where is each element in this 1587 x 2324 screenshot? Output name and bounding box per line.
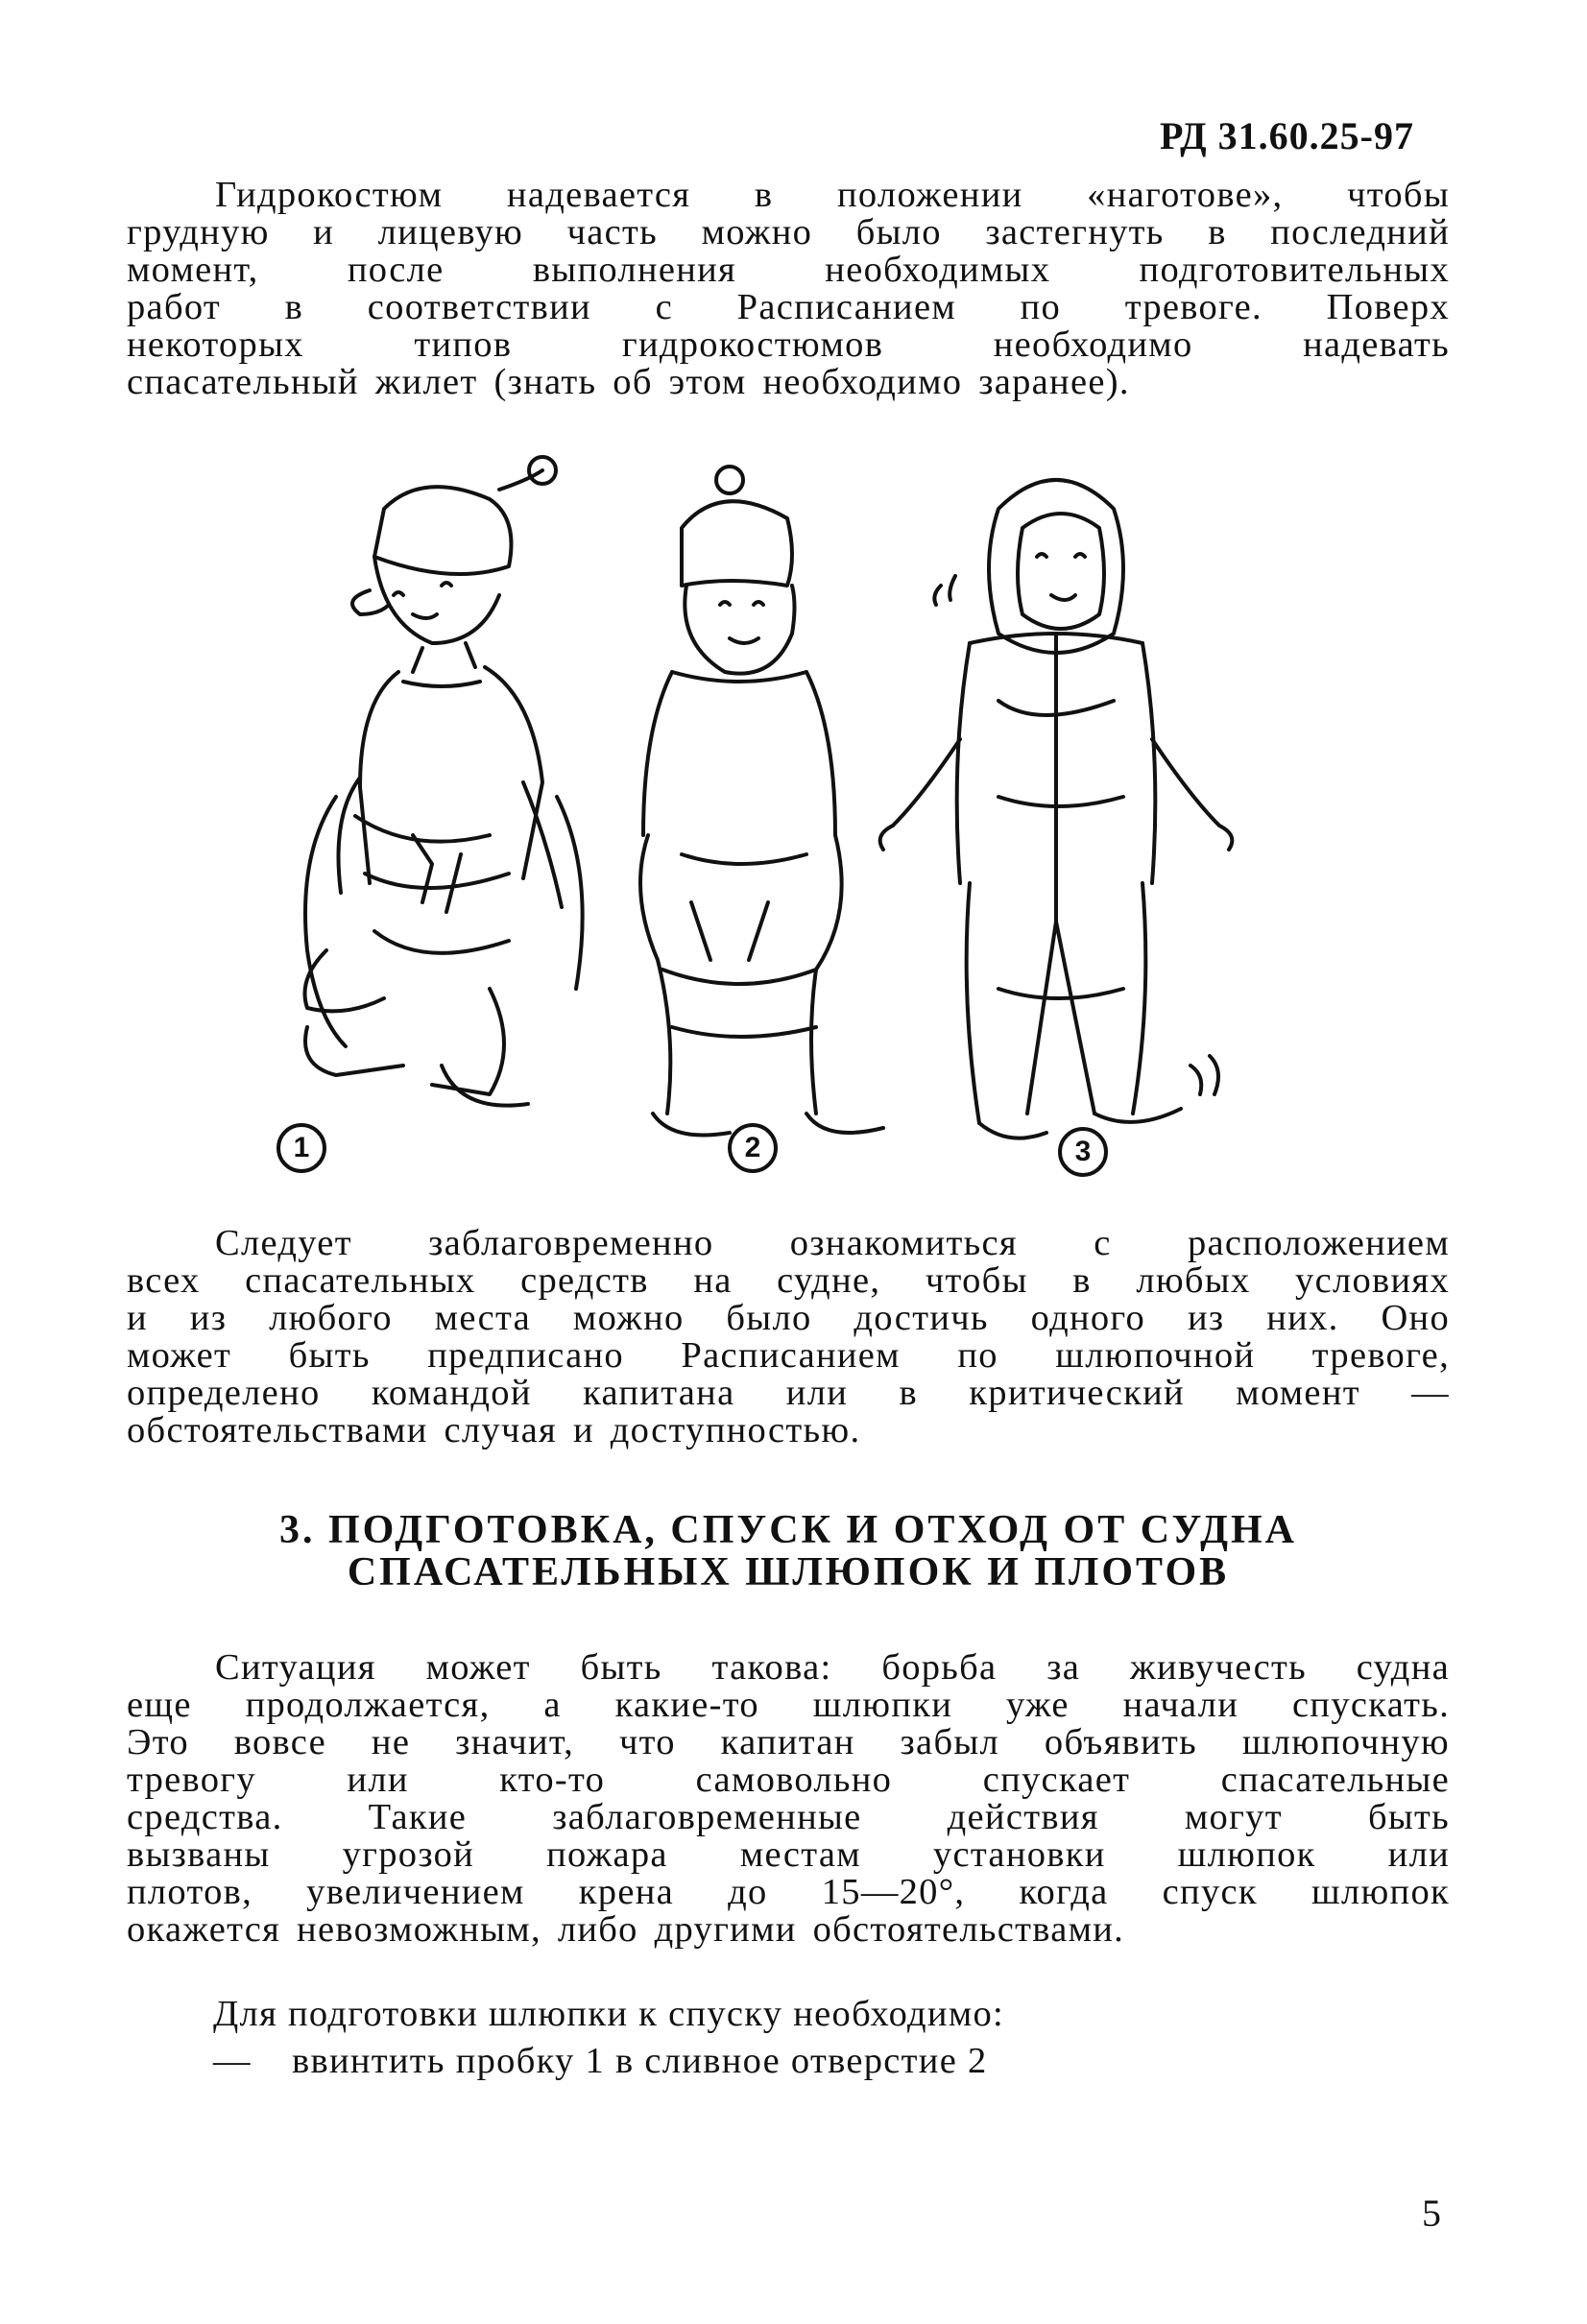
document-code: РД 31.60.25-97 [1160,114,1414,157]
text-line: тревогу или кто-то самовольно спускает спасательные [127,1760,1450,1800]
text-line: всех спасательных средств на судне, чтобы в любых условиях [127,1260,1450,1301]
paragraph-lifesaving-locations [127,1225,1450,1450]
text-line: еще продолжается, а какие-то шлюпки уже начали спускать. [127,1685,1450,1725]
page-number: 5 [1422,2192,1441,2235]
text-line: Следует заблаговременно ознакомиться с расположением [215,1223,1450,1263]
text-line: средства. Такие заблаговременные действия могут быть [127,1797,1450,1837]
figure-2-person [640,467,883,1136]
list-item-text: ввинтить пробку 1 в сливное отверстие 2 [292,2041,988,2081]
text-line: вызваны угрозой пожара местам установки шлюпок или [127,1834,1450,1875]
section-heading [127,1509,1450,1593]
text-line: и из любого места можно было достичь одного из них. Оно [127,1298,1450,1338]
figure-label-2: 2 [728,1123,778,1173]
list-dash: — [213,2041,252,2081]
text-line: определено командой капитана или в критический момент — [127,1373,1450,1413]
illustration-donning-drysuit [269,451,1267,1181]
paragraph-situation [127,1649,1450,1949]
text-line: Это вовсе не значит, что капитан забыл объявить шлюпочную [127,1722,1450,1762]
text-line: момент, после выполнения необходимых подготовительных [127,250,1450,290]
figure-drawing [269,451,1267,1181]
section-heading-line-1: 3. ПОДГОТОВКА, СПУСК И ОТХОД ОТ СУДНА [279,1508,1297,1552]
text-line: работ в соответствии с Расписанием по тревоге. Поверх [127,287,1450,327]
text-line: грудную и лицевую часть можно было застегнуть в последний [127,212,1450,252]
text-line: Ситуация может быть такова: борьба за живучесть судна [215,1647,1450,1688]
text-line: Гидрокостюм надевается в положении «наготове», чтобы [215,175,1450,215]
text-line: спасательный жилет (знать об этом необходимо заранее). [127,362,1130,402]
paragraph-drysuit [127,177,1450,401]
text-line: плотов, увеличением крена до 15—20°, когда спуск шлюпок [127,1872,1450,1912]
text-line: некоторых типов гидрокостюмов необходимо надевать [127,324,1450,365]
list-item [213,2040,988,2082]
text-line: окажется невозможным, либо другими обстоятельствами. [127,1909,1125,1950]
figure-label-3: 3 [1058,1127,1108,1177]
text-line: может быть предписано Расписанием по шлюпочной тревоге, [127,1335,1450,1376]
section-heading-line-2: СПАСАТЕЛЬНЫХ ШЛЮПОК И ПЛОТОВ [347,1550,1230,1594]
figure-3-person [880,480,1233,1138]
figure-1-person [305,457,583,1106]
figure-label-1: 1 [277,1123,326,1173]
text-line: обстоятельствами случая и доступностью. [127,1410,861,1450]
paragraph-preparation-intro: Для подготовки шлюпки к спуску необходимо: [213,1994,1005,2034]
